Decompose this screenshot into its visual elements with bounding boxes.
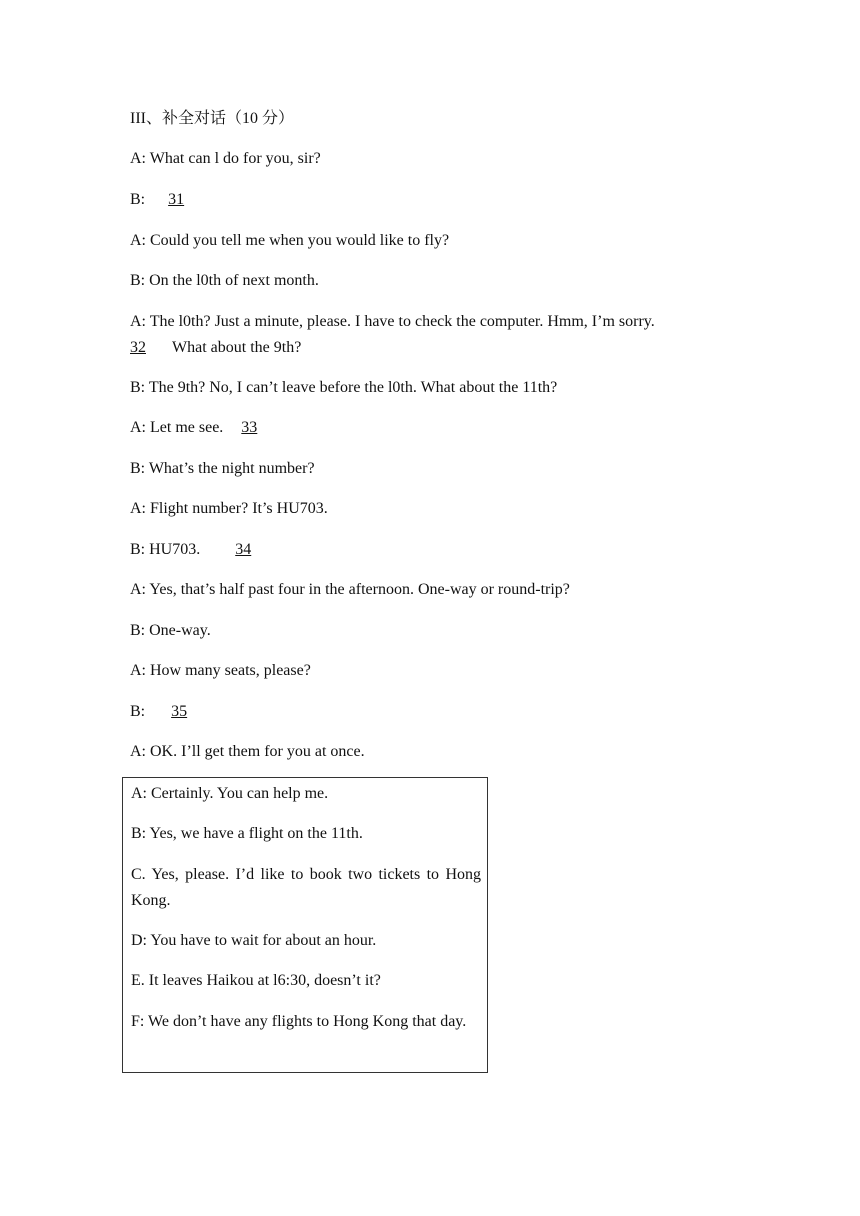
option-c: C. Yes, please. I’d like to book two tickets to Hong Kong. <box>131 866 481 909</box>
dialogue-line-3: A: Could you tell me when you would like to fly? <box>130 232 450 249</box>
dialogue-line-4: B: On the l0th of next month. <box>130 272 319 289</box>
option-f: F: We don’t have any flights to Hong Kong that day. <box>131 1013 467 1030</box>
option-a: A: Certainly. You can help me. <box>131 785 329 802</box>
answer-blank-33: 33 <box>241 419 258 436</box>
dialogue-line-10 <box>130 537 730 563</box>
dialogue-line-5-suffix: What about the 9th? <box>172 339 302 356</box>
dialogue-line-8: B: What’s the night number? <box>130 460 315 477</box>
speaker-prefix: B: <box>130 191 146 208</box>
answer-blank-31: 31 <box>168 191 185 208</box>
dialogue-line-2 <box>130 187 730 213</box>
answer-blank-35: 35 <box>171 703 188 720</box>
dialogue-line-12: B: One-way. <box>130 622 211 639</box>
answer-options-box <box>122 777 488 1073</box>
answer-blank-32: 32 <box>130 339 146 356</box>
dialogue-line-5-text: A: The l0th? Just a minute, please. I have to check the computer. Hmm, I’m sorry. <box>130 313 655 330</box>
dialogue-line-7 <box>130 415 730 441</box>
dialogue-line-1: A: What can l do for you, sir? <box>130 150 321 167</box>
option-d: D: You have to wait for about an hour. <box>131 932 377 949</box>
dialogue-line-15: A: OK. I’ll get them for you at once. <box>130 743 365 760</box>
dialogue-line-7-text: A: Let me see. <box>130 419 224 436</box>
option-b: B: Yes, we have a flight on the 11th. <box>131 825 363 842</box>
dialogue-line-14 <box>130 699 730 725</box>
section-title: III、补全对话（10 分） <box>130 110 294 127</box>
speaker-prefix: B: <box>130 703 146 720</box>
dialogue-line-5 <box>130 309 730 361</box>
option-e: E. It leaves Haikou at l6:30, doesn’t it? <box>131 972 381 989</box>
dialogue-line-13: A: How many seats, please? <box>130 662 311 679</box>
dialogue-line-10-text: B: HU703. <box>130 541 201 558</box>
answer-blank-34: 34 <box>235 541 252 558</box>
dialogue-line-6: B: The 9th? No, I can’t leave before the l0th. What about the 11th? <box>130 379 558 396</box>
dialogue-line-11: A: Yes, that’s half past four in the afternoon. One-way or round-trip? <box>130 581 570 598</box>
dialogue-line-9: A: Flight number? It’s HU703. <box>130 500 328 517</box>
